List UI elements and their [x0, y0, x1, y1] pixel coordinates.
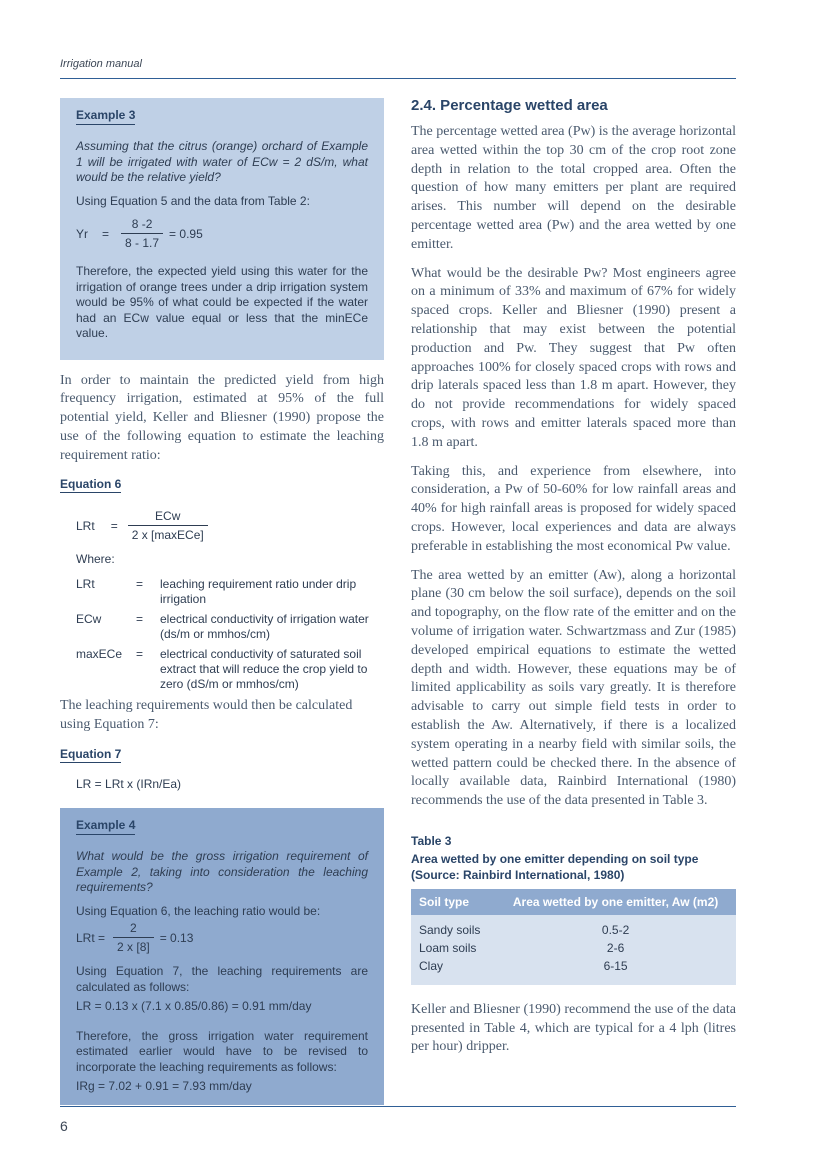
table-3-label: Table 3 — [411, 833, 452, 848]
equation-6-title: Equation 6 — [60, 477, 122, 492]
cell-soil: Loam soils — [411, 939, 495, 957]
equation-6-where: Where: — [76, 552, 115, 567]
example-4-title: Example 4 — [76, 818, 135, 835]
definition-desc: leaching requirement ratio under drip irrigation — [160, 577, 357, 607]
section-paragraph: The percentage wetted area (Pw) is the average horizontal area wetted within the top 30 cm of the crop root zone depth in relation to the total cropped area. Often the question of how many emitters per plant are required arises. This number will depend on the desirable percentage wetted area (Pw) and the area wetted by one emitter. — [411, 124, 736, 252]
header-rule — [60, 78, 736, 79]
example-3-numerator: 8 -2 — [121, 217, 163, 234]
footer-rule — [60, 1106, 736, 1107]
equation-6-equals: = — [110, 518, 118, 533]
column-header-area: Area wetted by one emitter, Aw (m2) — [495, 889, 736, 915]
definition-term: maxECe — [76, 647, 123, 662]
example-3-conclusion: Therefore, the expected yield using this water for the irrigation of orange trees under a drip irrigation system would be 95% of what could be expected if the water had an ECw value equal or less that the minECe value. — [76, 264, 368, 340]
definition-term: ECw — [76, 612, 102, 627]
table-row — [411, 915, 736, 939]
table-3-caption: Area wetted by one emitter depending on soil type — [411, 851, 699, 866]
column-header-soil-type: Soil type — [411, 889, 495, 915]
example-3-title: Example 3 — [76, 108, 135, 125]
section-paragraph: What would be the desirable Pw? Most engineers agree on a minimum of 33% and maximum of 67% for widely spaced crops. Keller and Bliesner (1990) present a relationship that may exist between the potential production and Pw. They suggest that Pw often approaches 100% for closely spaced crops with rows and drip laterals spaced less than 1.8 m apart. However, they do not provide recommendations for widely spaced crops, with rows and emitter laterals spaced more than 1.8 m apart. — [411, 265, 736, 450]
cell-area: 0.5-2 — [495, 915, 736, 939]
table-3-source: (Source: Rainbird International, 1980) — [411, 867, 625, 882]
example-3-box — [60, 98, 384, 360]
right-column — [411, 97, 736, 1067]
equation-6-block — [60, 475, 384, 692]
example-3-question: Assuming that the citrus (orange) orchard of Example 1 will be irrigated with water of ECw = 2 dS/m, what would be the relative yield? — [76, 139, 368, 184]
equation-6-fraction — [128, 509, 208, 542]
example-3-intro: Using Equation 5 and the data from Table 2: — [76, 193, 310, 208]
example-4-irg: IRg = 7.02 + 0.91 = 7.93 mm/day — [76, 1079, 252, 1094]
definition-term: LRt — [76, 577, 95, 592]
table-3-block — [411, 833, 736, 985]
example-3-denominator: 8 - 1.7 — [125, 236, 160, 250]
definition-row — [76, 577, 384, 607]
definition-row — [76, 612, 384, 642]
example-4-lhs: LRt = — [76, 930, 106, 945]
example-4-fraction — [113, 921, 154, 954]
leaching-calc-paragraph: The leaching requirements would then be calculated using Equation 7: — [60, 698, 353, 733]
equation-6-definitions — [76, 577, 384, 692]
definition-equals: = — [136, 577, 144, 592]
example-4-conclusion: Therefore, the gross irrigation water requirement estimated earlier would have to be revised to incorporate the leaching requirements as follows: — [76, 1028, 368, 1074]
example-4-denominator: 2 x [8] — [117, 940, 150, 955]
example-4-intro: Using Equation 6, the leaching ratio would be: — [76, 903, 321, 918]
section-paragraph: Taking this, and experience from elsewhere, into consideration, a Pw of 50-60% for low rainfall areas and 40% for high rainfall areas is proposed for widely spaced crops. However, local experiences and data are always preferable in establishing the most economical Pw value. — [411, 463, 736, 554]
cell-soil: Sandy soils — [411, 915, 495, 939]
table-header-row — [411, 889, 736, 915]
equation-6-lhs: LRt — [76, 518, 95, 533]
table-3 — [411, 889, 736, 985]
example-4-lr: LR = 0.13 x (7.1 x 0.85/0.86) = 0.91 mm/day — [76, 999, 312, 1014]
example-4-equation — [76, 921, 368, 954]
equation-7-block — [60, 745, 384, 792]
equation-6-formula — [76, 509, 384, 542]
definition-row — [76, 647, 384, 692]
definition-equals: = — [136, 612, 144, 627]
definition-desc: electrical conductivity of saturated soil extract that will reduce the crop yield to zero (dS/m or mmhos/cm) — [160, 647, 368, 692]
equation-7-formula: LR = LRt x (IRn/Ea) — [76, 777, 182, 792]
equation-6-numerator: ECw — [128, 509, 208, 526]
cell-area: 2-6 — [495, 939, 736, 957]
cell-soil: Clay — [411, 957, 495, 985]
definition-desc: electrical conductivity of irrigation water (ds/m or mmhos/cm) — [160, 612, 369, 642]
example-3-equation — [76, 217, 368, 250]
table-row — [411, 939, 736, 957]
example-4-question: What would be the gross irrigation requirement of Example 2, taking into consideration the leaching requirements? — [76, 849, 368, 895]
page-number: 6 — [60, 1118, 68, 1134]
running-header: Irrigation manual — [60, 58, 142, 70]
equation-6-denominator: 2 x [maxECe] — [131, 528, 204, 543]
example-3-lhs: Yr — [76, 226, 88, 241]
left-column — [60, 98, 384, 1105]
leaching-intro-paragraph: In order to maintain the predicted yield from high frequency irrigation, estimated at 95% of the full potential yield, Keller and Bliesner (1990) propose the use of the following equation to estimate the leaching requirement ratio: — [60, 372, 384, 463]
example-4-step: Using Equation 7, the leaching requirements are calculated as follows: — [76, 964, 368, 994]
cell-area: 6-15 — [495, 957, 736, 985]
example-4-result: = 0.13 — [159, 930, 194, 945]
example-3-result: = 0.95 — [169, 226, 203, 241]
example-3-equals: = — [102, 226, 110, 241]
example-3-fraction — [121, 217, 163, 250]
table-row — [411, 957, 736, 985]
section-paragraph: The area wetted by an emitter (Aw), along a horizontal plane (30 cm below the soil surface), depends on the soil and topography, on the flow rate of the emitter and on the volume of irrigation water. Schwartzmass and Zur (1985) developed empirical equations to estimate the wetted depth and width. However, these equations may be of limited applicability as soils vary greatly. It is therefore advisable to carry out simple field tests in order to establish the Aw. Alternatively, if there is a localized system operating in a nearby field with similar soils, the wetted pattern could be checked there. In the absence of locally available data, Rainbird International (1980) recommends the use of the data presented in Table 3. — [411, 567, 736, 809]
example-4-numerator: 2 — [113, 921, 154, 938]
example-4-box — [60, 808, 384, 1105]
table-4-reference-paragraph: Keller and Bliesner (1990) recommend the use of the data presented in Table 4, which are typical for a 4 lph (litres per hour) dripper. — [411, 1001, 736, 1055]
definition-equals: = — [136, 647, 144, 662]
equation-7-title: Equation 7 — [60, 747, 122, 762]
section-heading: 2.4. Percentage wetted area — [411, 97, 608, 114]
